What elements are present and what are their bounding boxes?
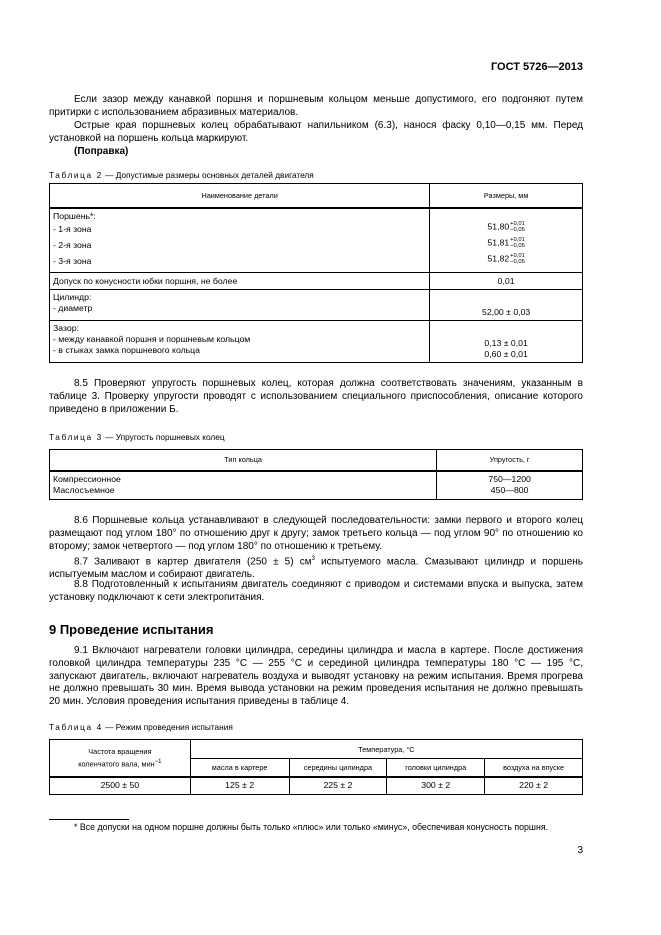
zone2-nominal: 51,81 bbox=[487, 236, 510, 247]
table2-caption-prefix: Таблица 2 bbox=[49, 170, 103, 180]
amendment-note: (Поправка) bbox=[74, 146, 129, 157]
table4-oil-value: 125 ± 2 bbox=[190, 777, 289, 795]
table4-caption-prefix: Таблица 4 bbox=[49, 722, 103, 732]
paragraph-8-7 bbox=[49, 553, 583, 582]
zone1-nominal: 51,80 bbox=[487, 220, 510, 231]
table4-sub-cyl-head: головки цилиндра bbox=[387, 759, 485, 777]
zone1-upper-tol: +0,01 bbox=[510, 220, 525, 227]
p87-text-a: 8.7 Заливают в картер двигателя (250 ± 5) см bbox=[74, 556, 312, 568]
table4-sub-oil: масла в картере bbox=[190, 759, 289, 777]
zone3-value bbox=[433, 253, 579, 269]
paragraph-gap-fit: Если зазор между канавкой поршня и поршневым кольцом меньше допустимого, его подгоняют путем притирки с использованием абразивных материалов. bbox=[49, 94, 583, 118]
table2-gap-label bbox=[50, 321, 430, 363]
table2-caption-text: — Допустимые размеры основных деталей двигателя bbox=[102, 170, 314, 180]
gap-groove-label: - между канавкой поршня и поршневым кольцом bbox=[53, 334, 251, 344]
gap-lock-label: - в стыках замка поршневого кольца bbox=[53, 345, 200, 355]
table3-caption bbox=[49, 432, 225, 442]
speed-header-line1: Частота вращения bbox=[88, 747, 152, 757]
table4-speed-value: 2500 ± 50 bbox=[50, 777, 191, 795]
table4-cyl-head-value: 300 ± 2 bbox=[387, 777, 485, 795]
footnote-separator bbox=[49, 819, 129, 820]
paragraph-9-1: 9.1 Включают нагреватели головки цилиндра, середины цилиндра и масла в картере. После достижения головкой цилиндра температуры 235 °С — 255 °С и серединой цилиндра температуры 180 °С — 195 °С, запускают двигатель, включают нагреватель воздуха и выводят установку на режим испытания. Время прогрева не должно превышать 30 мин. Время вывода установки на режим проведения испытания не должно превышать 20 мин. Условия проведения испытания приведены в таблице 4. bbox=[49, 645, 583, 708]
table3-values bbox=[437, 471, 583, 500]
table4-sub-air: воздуха на впуске bbox=[485, 759, 583, 777]
speed-header-line2: коленчатого вала, мин bbox=[78, 759, 155, 769]
table3-header-type: Тип кольца bbox=[50, 450, 437, 471]
table3-caption-text: — Упругость поршневых колец bbox=[102, 432, 225, 442]
ring-value-compression: 750—1200 bbox=[488, 474, 531, 485]
ring-value-oil: 450—800 bbox=[490, 485, 529, 496]
cylinder-diameter-label: - диаметр bbox=[53, 303, 93, 313]
table4-header-temperature: Температура, °С bbox=[190, 740, 582, 759]
table4-test-mode bbox=[49, 739, 583, 795]
zone1-label: - 1-я зона bbox=[53, 223, 92, 234]
zone1-lower-tol: −0,05 bbox=[510, 226, 525, 233]
table3-types bbox=[50, 471, 437, 500]
gap-groove-value: 0,13 ± 0,01 bbox=[484, 338, 528, 348]
zone3-lower-tol: −0,05 bbox=[510, 258, 525, 265]
table2-row-piston-values bbox=[430, 208, 583, 273]
zone3-nominal: 51,82 bbox=[487, 252, 510, 263]
table2-caption bbox=[49, 170, 314, 180]
ring-type-compression: Компрессионное bbox=[53, 474, 121, 485]
table4-header-speed bbox=[50, 740, 191, 777]
table2-cylinder-value: 52,00 ± 0,03 bbox=[430, 290, 583, 321]
document-header: ГОСТ 5726—2013 bbox=[490, 61, 583, 73]
zone2-upper-tol: +0,01 bbox=[510, 236, 525, 243]
table3-caption-prefix: Таблица 3 bbox=[49, 432, 103, 442]
piston-title: Поршень*: bbox=[53, 210, 96, 221]
table4-caption bbox=[49, 722, 233, 732]
page-number: 3 bbox=[577, 845, 583, 856]
zone3-label: - 3-я зона bbox=[53, 255, 92, 266]
table3-header-elasticity: Упругость, г bbox=[437, 450, 583, 471]
table2-taper-label: Допуск по конусности юбки поршня, не более bbox=[50, 273, 430, 290]
table4-air-value: 220 ± 2 bbox=[485, 777, 583, 795]
speed-header-sup: −1 bbox=[154, 759, 162, 766]
table3-ring-elasticity bbox=[49, 449, 583, 500]
table4-sub-cyl-middle: середины цилиндра bbox=[289, 759, 387, 777]
cylinder-title: Цилиндр: bbox=[53, 292, 92, 302]
table2-gap-values bbox=[430, 321, 583, 363]
gap-lock-value: 0,60 ± 0,01 bbox=[484, 349, 528, 359]
zone2-lower-tol: −0,05 bbox=[510, 242, 525, 249]
table2-cylinder-label bbox=[50, 290, 430, 321]
zone2-label: - 2-я зона bbox=[53, 239, 92, 250]
table2-header-name: Наименование детали bbox=[50, 184, 430, 208]
section-9-heading: 9 Проведение испытания bbox=[49, 622, 214, 637]
zone3-upper-tol: +0,01 bbox=[510, 252, 525, 259]
table4-cyl-middle-value: 225 ± 2 bbox=[289, 777, 387, 795]
table2-header-size: Размеры, мм bbox=[430, 184, 583, 208]
paragraph-chamfer: Острые края поршневых колец обрабатывают напильником (6.3), нанося фаску 0,10—0,15 мм. Перед установкой на поршень кольца маркируют. bbox=[49, 120, 583, 144]
table4-caption-text: — Режим проведения испытания bbox=[102, 722, 233, 732]
gap-title: Зазор: bbox=[53, 323, 79, 333]
paragraph-8-5: 8.5 Проверяют упругость поршневых колец, которая должна соответствовать значениям, указанным в таблице 3. Проверку упругости проводят с использованием специального приспособления, описание которого приведено в приложении Б. bbox=[49, 378, 583, 415]
paragraph-8-8: 8.8 Подготовленный к испытаниям двигатель соединяют с приводом и системами впуска и выпуска, затем установку подключают к сети электропитания. bbox=[49, 579, 583, 603]
footnote: * Все допуски на одном поршне должны быть только «плюс» или только «минус», обеспечивая конусность поршня. bbox=[74, 822, 549, 832]
p87-superscript: 3 bbox=[311, 556, 315, 562]
paragraph-8-6: 8.6 Поршневые кольца устанавливают в следующей последовательности: замки первого и второго колец размещают под углом 180° по отношению друг к другу; замок третьего кольца — под углом 90° по отношению ко второму; замок четвертого — под углом 180° по отношению к третьему. bbox=[49, 515, 583, 552]
zone1-value bbox=[433, 221, 579, 237]
table2-taper-value: 0,01 bbox=[430, 273, 583, 290]
table2-row-piston-label bbox=[50, 208, 430, 273]
zone2-value bbox=[433, 237, 579, 253]
p87-text-b: испытуемого масла. Смазывают цилиндр и поршень испытуемым маслом и собирают двигатель. bbox=[49, 556, 583, 581]
table2-dimensions bbox=[49, 183, 583, 363]
ring-type-oil: Маслосъемное bbox=[53, 485, 115, 496]
